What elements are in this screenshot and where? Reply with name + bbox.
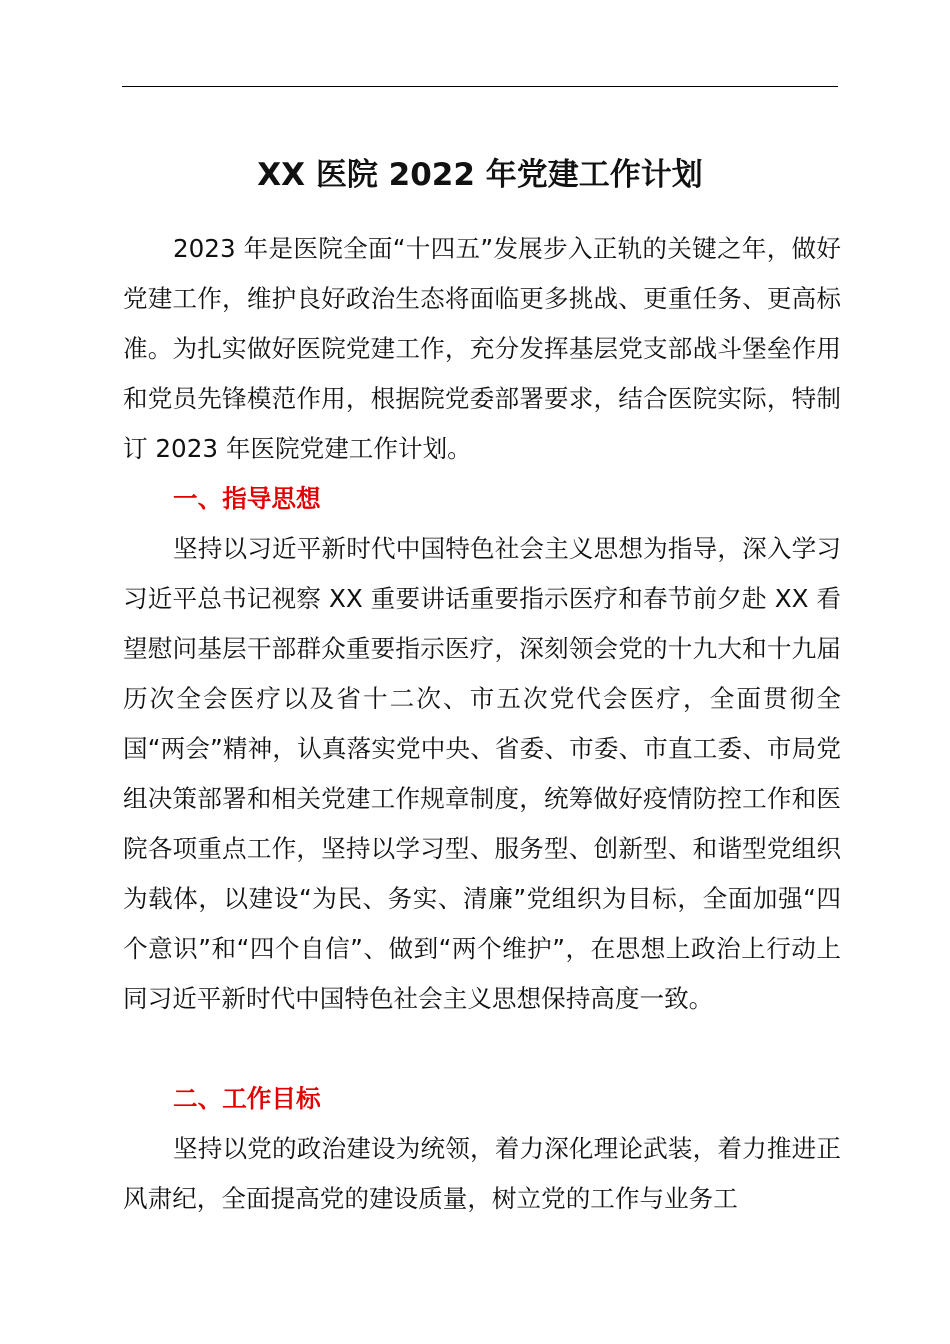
document-title: XX 医院 2022 年党建工作计划: [257, 157, 703, 193]
header-rule: [122, 86, 838, 87]
intro-paragraph: 2023 年是医院全面“十四五”发展步入正轨的关键之年，做好党建工作，维护良好政治生态将面临更多挑战、更重任务、更高标准。为扎实做好医院党建工作，充分发挥基层党支部战斗堡垒作用和党员先锋模范作用，根据院党委部署要求，结合医院实际，特制订 2023 年医院党建工作计划。: [123, 234, 841, 463]
guiding-ideology-paragraph: 坚持以习近平新时代中国特色社会主义思想为指导，深入学习习近平总书记视察 XX 重要讲话重要指示医疗和春节前夕赴 XX 看望慰问基层干部群众重要指示医疗，深刻领会党的十九大和十九届历次全会医疗以及省十二次、市五次党代会医疗，全面贯彻全国“两会”精神，认真落实党中央、省委、市委、市直工委、市局党组决策部署和相关党建工作规章制度，统筹做好疫情防控工作和医院各项重点工作，坚持以学习型、服务型、创新型、和谐型党组织为载体，以建设“为民、务实、清廉”党组织为目标，全面加强“四个意识”和“四个自信”、做到“两个维护”，在思想上政治上行动上同习近平新时代中国特色社会主义思想保持高度一致。: [123, 534, 841, 1013]
work-goals-paragraph: 坚持以党的政治建设为统领，着力深化理论武装，着力推进正风肃纪，全面提高党的建设质量，树立党的工作与业务工: [123, 1134, 841, 1213]
section-heading-guiding-ideology: 一、指导思想: [173, 484, 321, 513]
section-heading-work-goals: 二、工作目标: [173, 1084, 321, 1113]
